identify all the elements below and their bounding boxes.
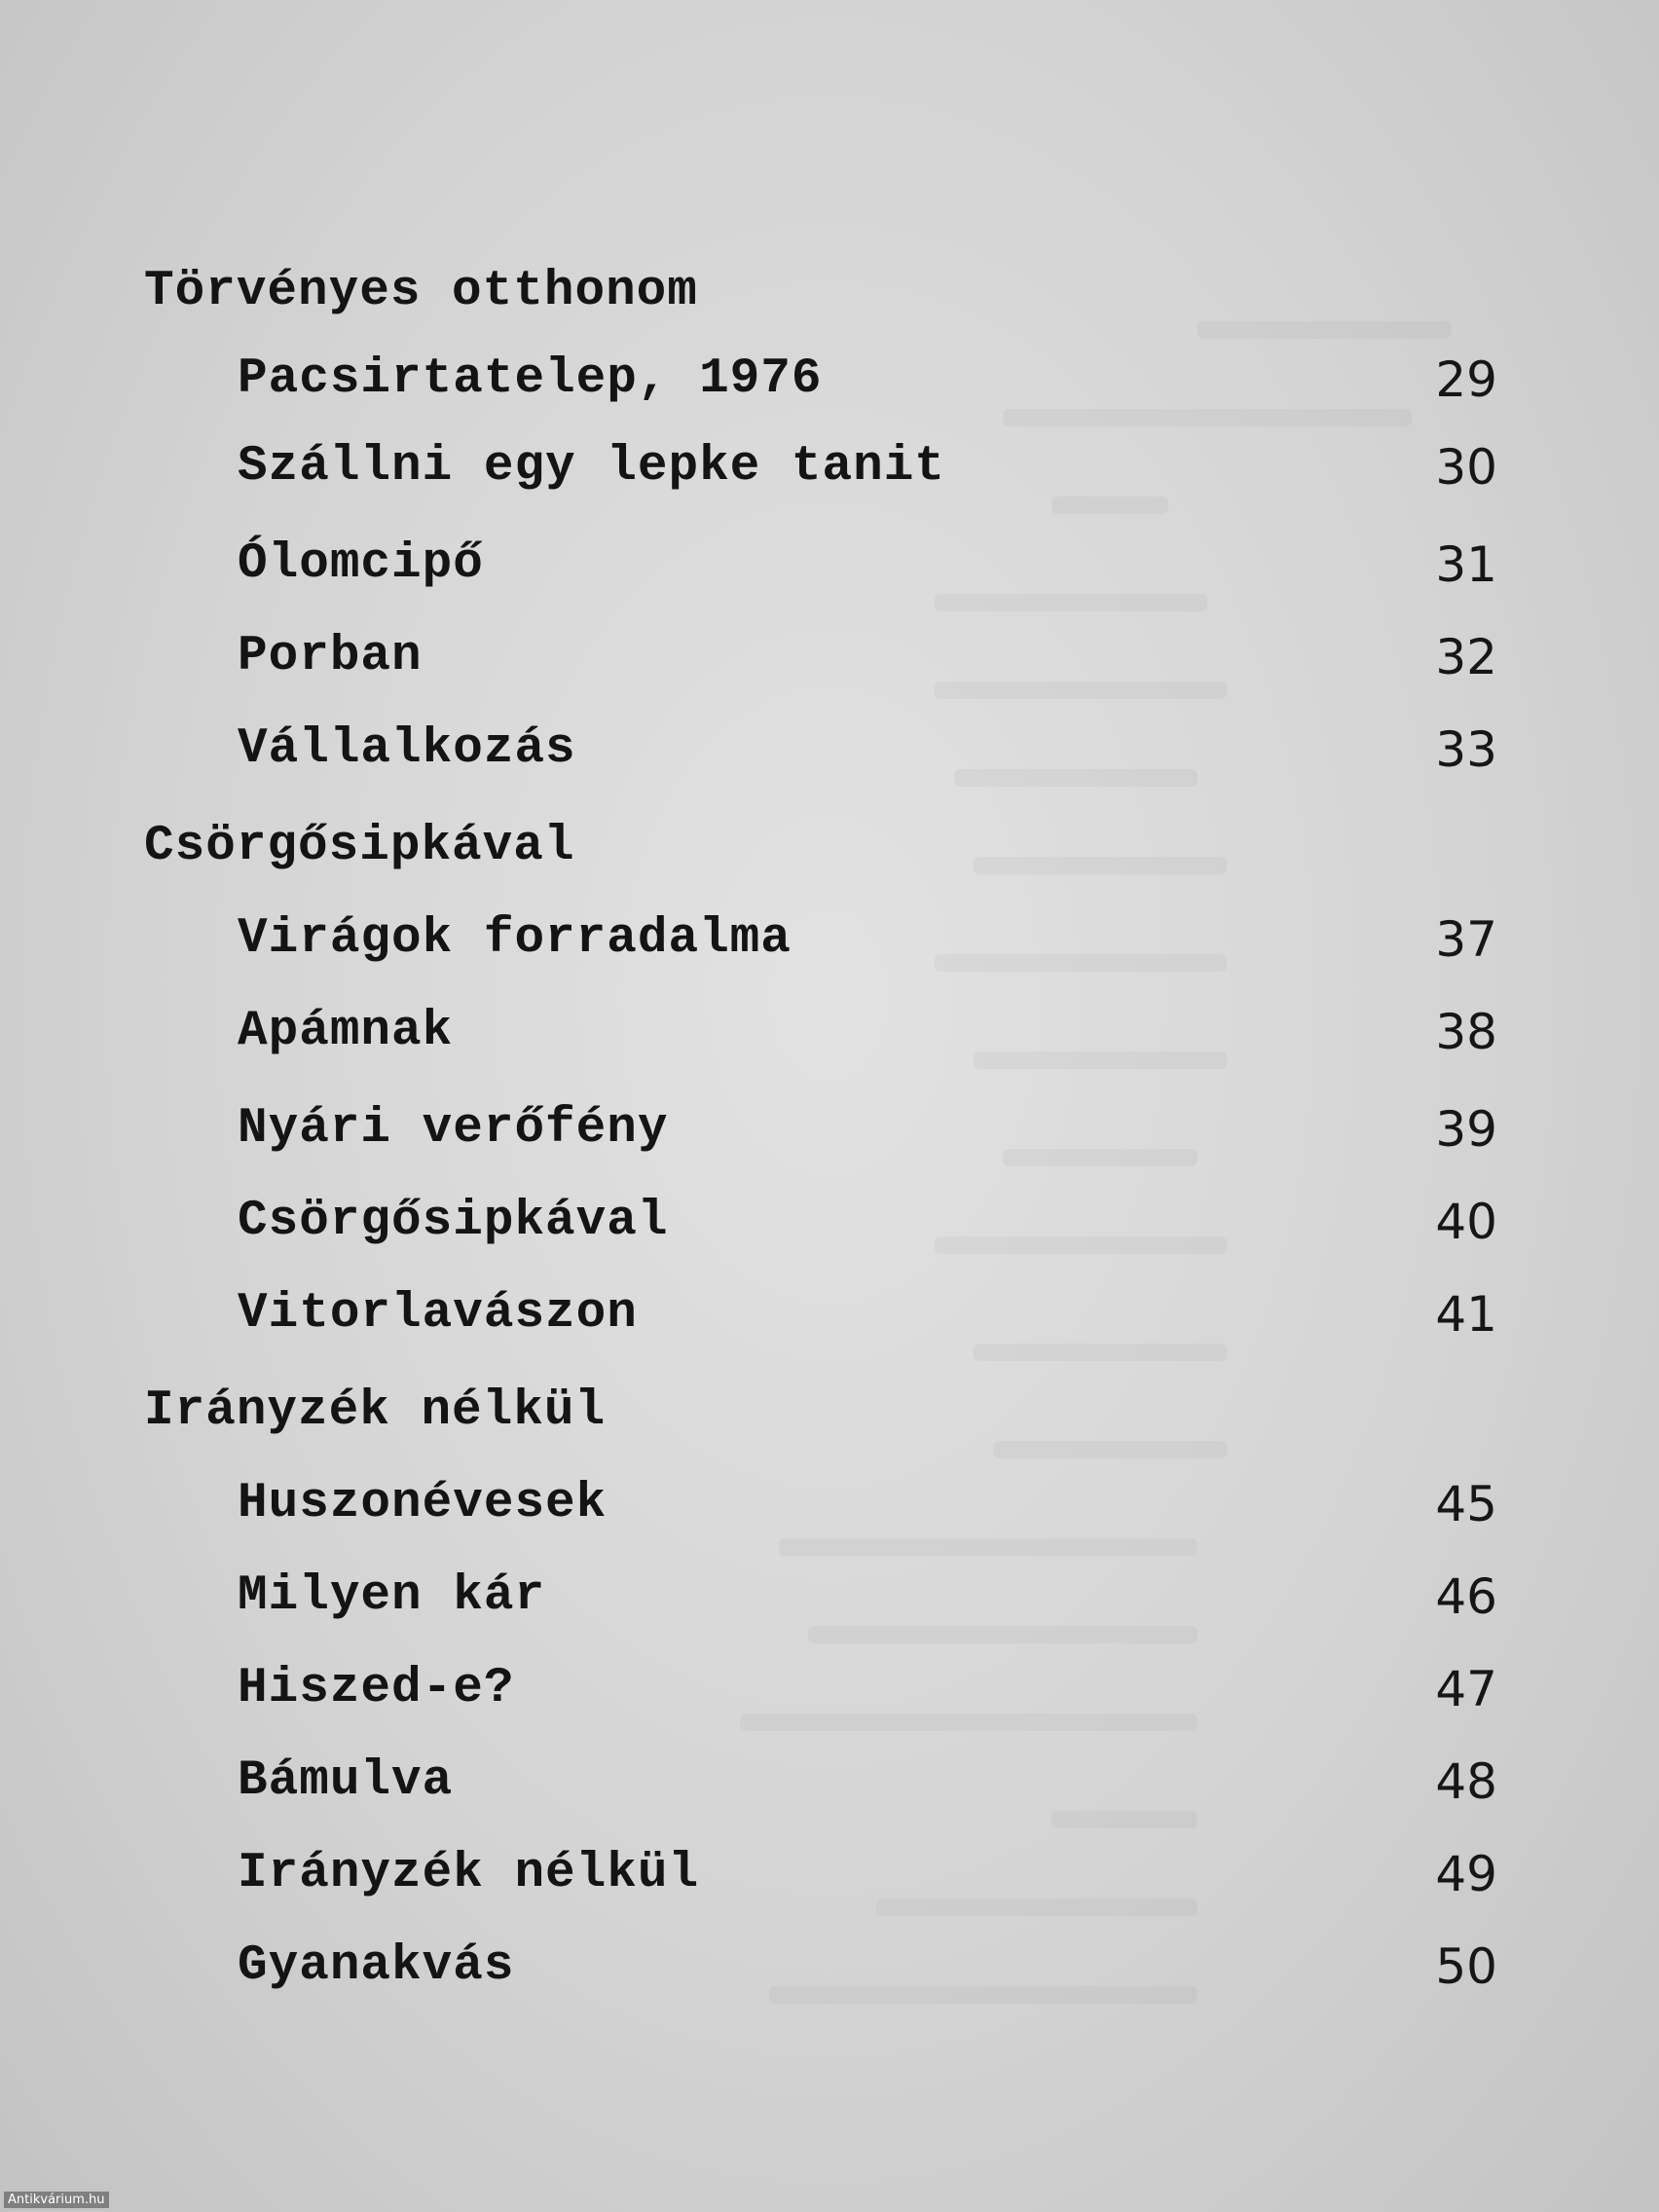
toc-entry-title: Bámulva [238,1753,454,1809]
toc-entry-title: Milyen kár [238,1568,546,1624]
toc-entry-title: Nyári verőfény [238,1101,669,1157]
toc-entry-page: 49 [1435,1846,1497,1902]
toc-entry-page: 47 [1435,1661,1497,1717]
toc-entry-title: Porban [238,629,423,684]
toc-entry-title: Vállalkozás [238,721,576,777]
section-heading: Irányzék nélkül [144,1383,607,1439]
toc-entry-title: Csörgősipkával [238,1194,669,1249]
toc-entry-title: Gyanakvás [238,1938,515,1994]
toc-entry-title: Pacsirtatelep, 1976 [238,351,823,407]
toc-entry-page: 32 [1435,629,1497,685]
toc-entry-title: Ólomcipő [238,536,484,592]
section-heading: Csörgősipkával [144,819,575,874]
toc-entry-page: 45 [1435,1476,1497,1532]
toc-entry-title: Irányzék nélkül [238,1846,700,1901]
toc-entry-page: 29 [1435,351,1497,408]
toc-entry-page: 41 [1435,1286,1497,1343]
toc-entry-page: 50 [1435,1938,1497,1995]
toc-entry-title: Szállni egy lepke tanit [238,439,945,495]
toc-entry-page: 39 [1435,1101,1497,1158]
toc-entry-title: Hiszed-e? [238,1661,515,1716]
toc-entry-page: 37 [1435,911,1497,968]
toc-entry-title: Virágok forradalma [238,911,792,967]
toc-entry-page: 40 [1435,1194,1497,1250]
toc-entry-page: 48 [1435,1753,1497,1810]
toc-entry-page: 33 [1435,721,1497,778]
toc-entry-page: 31 [1435,536,1497,593]
toc-entry-title: Apámnak [238,1004,454,1059]
toc-entry-page: 46 [1435,1568,1497,1625]
watermark-label: Antikvárium.hu [4,2192,109,2208]
section-heading: Törvényes otthonom [144,264,698,319]
toc-entry-title: Huszonévesek [238,1476,608,1531]
toc-entry-title: Vitorlavászon [238,1286,638,1342]
toc-entry-page: 30 [1435,439,1497,496]
toc-entry-page: 38 [1435,1004,1497,1060]
